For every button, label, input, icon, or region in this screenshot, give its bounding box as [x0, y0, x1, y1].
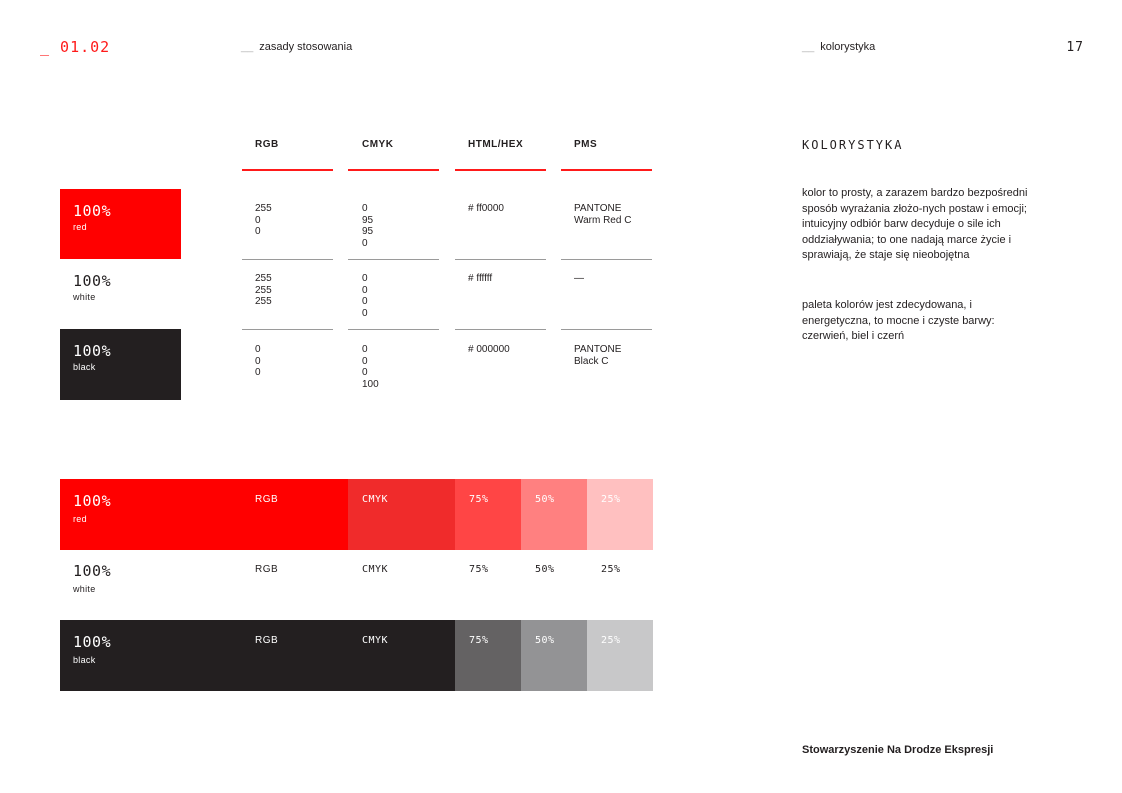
- bar-percent: 100%: [73, 492, 112, 510]
- description-paragraph-2: paleta kolorów jest zdecydowana, i energetyczna, to mocne i czyste barwy: czerwień, biel i czerń: [802, 299, 995, 342]
- cell-cmyk-red: 0 95 95 0: [362, 203, 374, 249]
- bar-label-50: 50%: [535, 564, 555, 575]
- section-number: _ 01.02: [40, 38, 111, 56]
- row-rule: [348, 329, 439, 330]
- bar-segment-25: [587, 620, 653, 691]
- column-rule-hex: [455, 169, 546, 171]
- bar-label-rgb: RGB: [255, 635, 279, 646]
- cell-rgb-white: 255 255 255: [255, 273, 272, 307]
- bar-label-25: 25%: [601, 564, 621, 575]
- cell-pms-black: PANTONE Black C: [574, 344, 622, 367]
- row-rule: [242, 329, 333, 330]
- row-rule: [561, 329, 652, 330]
- tint-bar-black: [60, 620, 653, 691]
- swatch-white: [60, 259, 181, 330]
- bar-segment-75: [455, 479, 521, 550]
- section-title: KOLORYSTYKA: [802, 138, 904, 152]
- cell-rgb-red: 255 0 0: [255, 203, 272, 237]
- bar-percent: 100%: [73, 633, 112, 651]
- column-header-rgb: RGB: [255, 139, 279, 150]
- header-left-text: zasady stosowania: [259, 41, 353, 53]
- row-rule: [348, 259, 439, 260]
- column-rule-pms: [561, 169, 652, 171]
- bar-name: white: [73, 584, 96, 594]
- description-paragraph-1: kolor to prosty, a zarazem bardzo bezpośredni sposób wyrażania złożo-nych postaw i emocji; intuicyjny odbiór barw decyduje o sile ich oddziaływania; to one nadają marce życie i sprawiają, że staje się nieobojętna: [802, 187, 1028, 261]
- bar-label-75: 75%: [469, 494, 489, 505]
- cell-hex-red: # ff0000: [468, 203, 504, 214]
- bar-label-75: 75%: [469, 635, 489, 646]
- swatch-percent: 100%: [73, 202, 112, 220]
- bar-segment-75: [455, 620, 521, 691]
- row-rule: [242, 259, 333, 260]
- swatch-red: [60, 189, 181, 260]
- bar-name: red: [73, 514, 87, 524]
- page-number: 17: [1066, 40, 1084, 55]
- swatch-name: red: [73, 222, 87, 232]
- tint-bar-white: [60, 549, 653, 620]
- cell-hex-white: # ffffff: [468, 273, 493, 284]
- column-rule-cmyk: [348, 169, 439, 171]
- swatch-percent: 100%: [73, 272, 112, 290]
- bar-percent: 100%: [73, 562, 112, 580]
- swatch-name: black: [73, 362, 96, 372]
- row-rule: [561, 259, 652, 260]
- bar-label-75: 75%: [469, 564, 489, 575]
- header-right-text: kolorystyka: [820, 41, 876, 53]
- bar-segment-cmyk: [348, 479, 455, 550]
- footer-organization: Stowarzyszenie Na Drodze Ekspresji: [802, 744, 994, 756]
- cell-hex-black: # 000000: [468, 344, 510, 355]
- cell-pms-white: —: [574, 273, 584, 284]
- bar-label-50: 50%: [535, 635, 555, 646]
- header-right-label: [802, 41, 875, 53]
- bar-segment-50: [521, 479, 587, 550]
- swatch-name: white: [73, 292, 96, 302]
- cell-rgb-black: 0 0 0: [255, 344, 261, 378]
- row-rule: [455, 329, 546, 330]
- column-header-cmyk: CMYK: [362, 139, 394, 150]
- bar-name: black: [73, 655, 96, 665]
- tint-bar-red: [60, 479, 653, 550]
- row-rule: [455, 259, 546, 260]
- bar-segment-25: [587, 479, 653, 550]
- bar-label-cmyk: CMYK: [362, 494, 389, 505]
- bar-segment: [60, 479, 348, 550]
- bar-label-25: 25%: [601, 494, 621, 505]
- cell-cmyk-black: 0 0 0 100: [362, 344, 379, 390]
- bar-label-25: 25%: [601, 635, 621, 646]
- header-right-dash: __: [802, 41, 815, 53]
- bar-label-cmyk: CMYK: [362, 564, 389, 575]
- bar-label-50: 50%: [535, 494, 555, 505]
- swatch-black: [60, 329, 181, 400]
- bar-segment: [60, 620, 455, 691]
- cell-pms-red: PANTONE Warm Red C: [574, 203, 632, 226]
- column-rule-rgb: [242, 169, 333, 171]
- swatch-percent: 100%: [73, 342, 112, 360]
- bar-label-rgb: RGB: [255, 564, 279, 575]
- bar-label-rgb: RGB: [255, 494, 279, 505]
- column-header-hex: HTML/HEX: [468, 139, 524, 150]
- bar-segment-50: [521, 620, 587, 691]
- bar-label-cmyk: CMYK: [362, 635, 389, 646]
- header-left-label: [241, 41, 352, 53]
- column-header-pms: PMS: [574, 139, 598, 150]
- cell-cmyk-white: 0 0 0 0: [362, 273, 368, 319]
- header-left-dash: __: [241, 41, 254, 53]
